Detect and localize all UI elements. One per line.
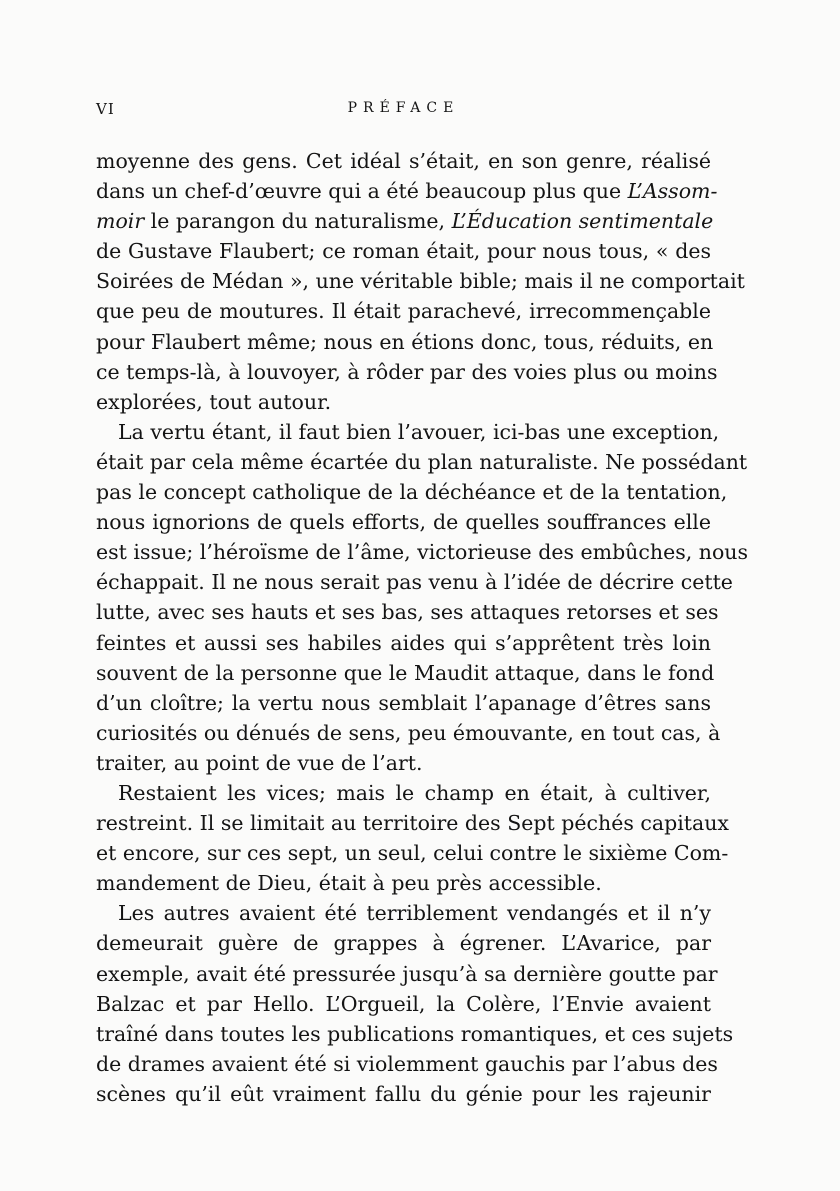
title-italic: L’Assom- [627, 179, 718, 204]
text-line: feintes et aussi ses habiles aides qui s’apprêtent très loin [96, 630, 711, 655]
text-line: scènes qu’il eût vraiment fallu du génie pour les rajeunir [96, 1081, 711, 1106]
text-line: et encore, sur ces sept, un seul, celui contre le sixième Com- [96, 841, 729, 866]
text-line: demeurait guère de grappes à égrener. L’Avarice, par [96, 931, 711, 956]
text-line: pour Flaubert même; nous en étions donc, tous, réduits, en [96, 329, 714, 354]
text-line: d’un cloître; la vertu nous semblait l’apanage d’êtres sans [96, 690, 711, 715]
text-line: que peu de moutures. Il était parachevé, irrecommençable [96, 299, 711, 324]
text-line: échappait. Il ne nous serait pas venu à l’idée de décrire cette [96, 570, 733, 595]
title-italic: L’Éducation sentimentale [451, 209, 714, 234]
page-number: VI [96, 100, 115, 118]
text-line: exemple, avait été pressurée jusqu’à sa dernière goutte par [96, 961, 718, 986]
text-line: Soirées de Médan », une véritable bible; mais il ne comportait [96, 269, 745, 294]
text-line: ce temps-là, à louvoyer, à rôder par des voies plus ou moins [96, 359, 718, 384]
paragraph-first-line: La vertu étant, il faut bien l’avouer, ici-bas une exception, [118, 419, 720, 444]
text-line: est issue; l’héroïsme de l’âme, victorieuse des embûches, nous [96, 540, 749, 565]
text-line: traîné dans toutes les publications romantiques, et ces sujets [96, 1021, 734, 1046]
paragraph-first-line: Les autres avaient été terriblement vendangés et il n’y [118, 901, 711, 926]
text-line: mandement de Dieu, était à peu près accessible. [96, 871, 602, 896]
text-line: de drames avaient été si violemment gauchis par l’abus des [96, 1051, 718, 1076]
text-line: moir le parangon du naturalisme, L’Éducation sentimentale [96, 209, 714, 234]
paragraph-first-line: Restaient les vices; mais le champ en était, à cultiver, [118, 780, 711, 805]
text-line: moyenne des gens. Cet idéal s’était, en son genre, réalisé [96, 149, 711, 173]
text-line: souvent de la personne que le Maudit attaque, dans le fond [96, 660, 715, 685]
text-line: dans un chef-d’œuvre qui a été beaucoup plus que L’Assom- [96, 179, 718, 204]
text-line: traiter, au point de vue de l’art. [96, 750, 423, 775]
title-italic: moir [96, 209, 145, 234]
text-line: curiosités ou dénués de sens, peu émouvante, en tout cas, à [96, 720, 721, 745]
text-line: nous ignorions de quels efforts, de quelles souffrances elle [96, 510, 711, 535]
text-line: lutte, avec ses hauts et ses bas, ses attaques retorses et ses [96, 600, 719, 625]
body-text [96, 146, 749, 1109]
text-line: restreint. Il se limitait au territoire des Sept péchés capitaux [96, 811, 729, 836]
text-line: Balzac et par Hello. L’Orgueil, la Colère, l’Envie avaient [96, 991, 711, 1016]
running-head [96, 100, 711, 124]
text-line: explorées, tout autour. [96, 389, 332, 414]
text-line: était par cela même écartée du plan naturaliste. Ne possédant [96, 449, 748, 474]
text-line: pas le concept catholique de la déchéance et de la tentation, [96, 480, 728, 505]
running-head-title: PRÉFACE [347, 100, 460, 116]
text-line: de Gustave Flaubert; ce roman était, pour nous tous, « des [96, 239, 711, 264]
